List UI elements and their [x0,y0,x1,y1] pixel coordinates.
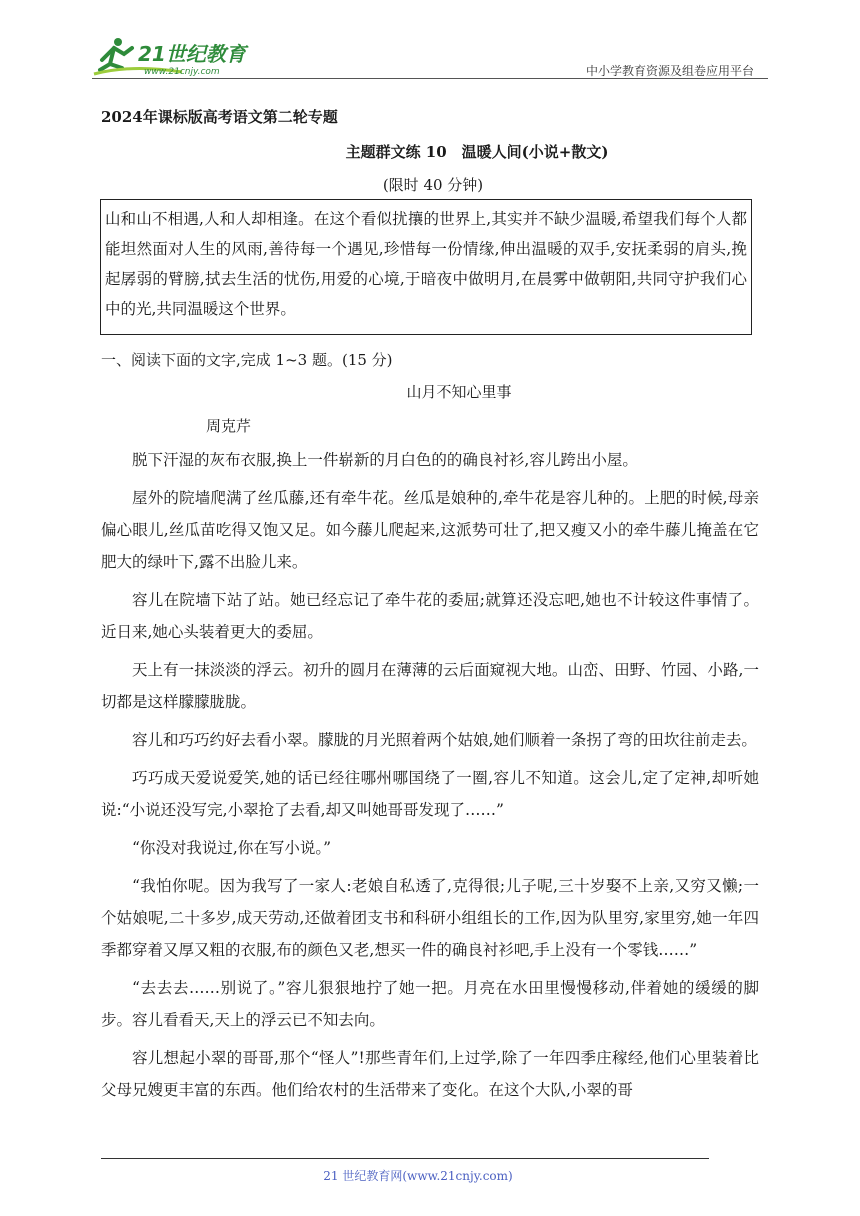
question-heading: 一、阅读下面的文字,完成 1~3 题。(15 分) [101,351,393,369]
story-body [101,444,759,1112]
platform-label: 中小学教育资源及组卷应用平台 [585,64,754,78]
paragraph: 脱下汗湿的灰布衣服,换上一件崭新的月白色的的确良衬衫,容儿跨出小屋。 [132,451,638,469]
paragraph: 容儿在院墙下站了站。她已经忘记了牵牛花的委屈;就算还没忘吧,她也不计较这件事情了。近日来,她心头装着更大的委屈。 [101,591,759,641]
paragraph: “你没对我说过,你在写小说。” [132,839,332,857]
footer-text[interactable]: 21 世纪教育网(www.21cnjy.com) [323,1169,513,1183]
time-limit [0,174,860,195]
paragraph: 屋外的院墙爬满了丝瓜藤,还有牵牛花。丝瓜是娘种的,牵牛花是容儿种的。上肥的时候,母亲偏心眼儿,丝瓜苗吃得又饱又足。如今藤儿爬起来,这派势可壮了,把又瘦又小的牵牛藤儿掩盖在它肥大的绿叶下,露不出脸儿来。 [101,489,759,571]
series-title: 2024年课标版高考语文第二轮专题 [101,108,338,126]
paragraph: “我怕你呢。因为我写了一家人:老娘自私透了,克得很;儿子呢,三十岁娶不上亲,又穷又懒;一个姑娘呢,二十多岁,成天劳动,还做着团支书和科研小组组长的工作,因为队里穷,家里穷,她一年四季都穿着又厚又粗的衣服,布的颜色又老,想买一件的确良衬衫吧,手上没有一个零钱……” [101,877,759,959]
21cnjy-logo [92,34,267,78]
time-limit-text: (限时 40 分钟) [382,176,484,194]
paragraph: 容儿和巧巧约好去看小翠。朦胧的月光照着两个姑娘,她们顺着一条拐了弯的田坎往前走去。 [132,731,757,749]
logo-url: www.21cnjy.com [144,67,220,77]
footer-divider [101,1158,709,1159]
page-title-text: 主题群文练 10 温暖人间(小说+散文) [345,143,609,161]
paragraph: 巧巧成天爱说爱笑,她的话已经往哪州哪国绕了一圈,容儿不知道。这会儿,定了定神,却听她说:“小说还没写完,小翠抢了去看,却又叫她哥哥发现了……” [101,769,759,819]
paragraph: “去去去……别说了。”容儿狠狠地拧了她一把。月亮在水田里慢慢移动,伴着她的缓缓的脚步。容儿看看天,天上的浮云已不知去向。 [101,979,759,1029]
logo-text: 21世纪教育 [138,42,246,66]
paragraph: 天上有一抹淡淡的浮云。初升的圆月在薄薄的云后面窥视大地。山峦、田野、竹园、小路,一切都是这样朦朦胧胧。 [101,661,759,711]
story-title [0,381,860,402]
header-divider [92,78,768,79]
story-author: 周克芹 [206,417,252,435]
page-title [0,141,860,162]
story-title-text: 山月不知心里事 [406,383,512,401]
page-footer [0,1167,860,1184]
paragraph: 容儿想起小翠的哥哥,那个“怪人”!那些青年们,上过学,除了一年四季庄稼经,他们心里装着比父母兄嫂更丰富的东西。他们给农村的生活带来了变化。在这个大队,小翠的哥 [101,1049,759,1099]
intro-box: 山和山不相遇,人和人却相逢。在这个看似扰攘的世界上,其实并不缺少温暖,希望我们每个人都能坦然面对人生的风雨,善待每一个遇见,珍惜每一份情缘,伸出温暖的双手,安抚柔弱的肩头,挽起孱弱的臂膀,拭去生活的忧伤,用爱的心境,于暗夜中做明月,在晨雾中做朝阳,共同守护我们心中的光,共同温暖这个世界。 [100,199,752,335]
page-header [92,28,768,80]
